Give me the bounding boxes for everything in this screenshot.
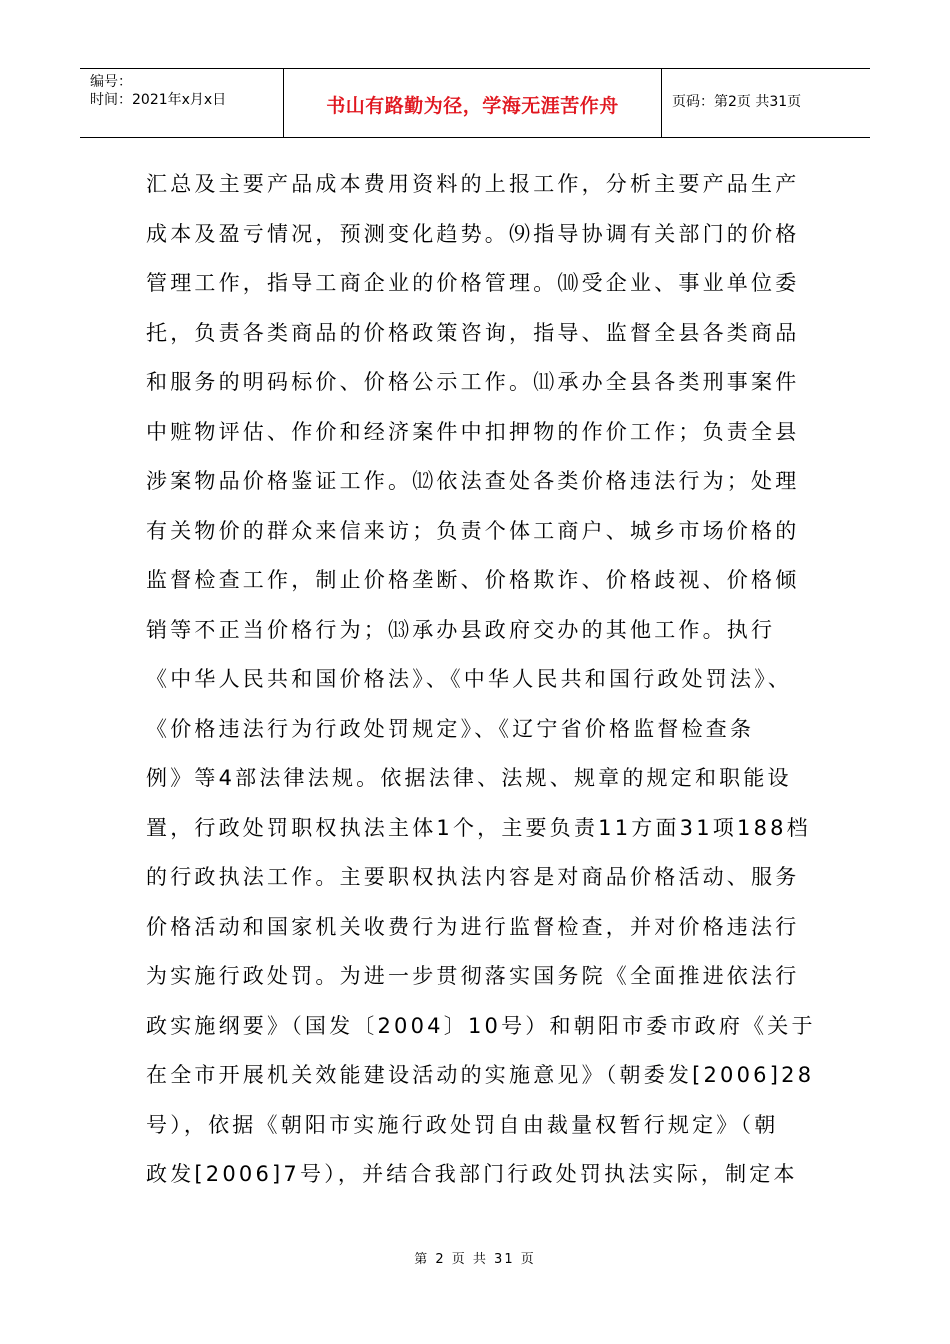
body-line: 价格活动和国家机关收费行为进行监督检查，并对价格违法行 — [146, 914, 800, 939]
body-line: 汇总及主要产品成本费用资料的上报工作，分析主要产品生产 — [146, 172, 800, 196]
page-header — [80, 68, 870, 138]
document-body — [146, 160, 816, 1200]
document-time-label: 时间：2021年x月x日 — [90, 92, 227, 108]
body-line: 在全市开展机关效能建设活动的实施意见》（朝委发[2006]28 — [146, 1063, 815, 1087]
body-line: 和服务的明码标价、价格公示工作。⑾承办全县各类刑事案件 — [146, 370, 800, 394]
body-line: 管理工作，指导工商企业的价格管理。⑽受企业、事业单位委 — [146, 271, 800, 295]
body-line: 政发[2006]7号），并结合我部门行政处罚执法实际，制定本 — [146, 1162, 798, 1186]
body-line: 成本及盈亏情况，预测变化趋势。⑼指导协调有关部门的价格 — [146, 221, 800, 246]
body-line: 为实施行政处罚。为进一步贯彻落实国务院《全面推进依法行 — [146, 964, 800, 988]
body-line: 号），依据《朝阳市实施行政处罚自由裁量权暂行规定》（朝 — [146, 1112, 779, 1137]
header-motto-cell — [284, 69, 662, 137]
document-number-label: 编号： — [90, 74, 132, 90]
body-line: 销等不正当价格行为；⒀承办县政府交办的其他工作。执行 — [146, 617, 776, 642]
body-line: 有关物价的群众来信来访；负责个体工商户、城乡市场价格的 — [146, 518, 800, 543]
header-page-info: 页码：第2页 共31页 — [672, 94, 802, 110]
body-line: 《中华人民共和国价格法》、《中华人民共和国行政处罚法》、 — [146, 667, 793, 691]
body-line: 《价格违法行为行政处罚规定》、《辽宁省价格监督检查条 — [146, 716, 755, 741]
body-line: 的行政执法工作。主要职权执法内容是对商品价格活动、服务 — [146, 865, 800, 889]
header-motto: 书山有路勤为径，学海无涯苦作舟 — [326, 95, 619, 117]
header-page-cell — [662, 69, 870, 137]
body-line: 中赃物评估、作价和经济案件中扣押物的作价工作；负责全县 — [146, 419, 800, 444]
body-line: 例》等4部法律法规。依据法律、法规、规章的规定和职能设 — [146, 766, 792, 790]
body-line: 置，行政处罚职权执法主体1个，主要负责11方面31项188档 — [146, 815, 811, 840]
body-line: 涉案物品价格鉴证工作。⑿依法查处各类价格违法行为；处理 — [146, 469, 800, 493]
page-footer: 第 2 页 共 31 页 — [414, 1252, 536, 1267]
header-meta-cell — [80, 69, 284, 137]
body-line: 监督检查工作，制止价格垄断、价格欺诈、价格歧视、价格倾 — [146, 568, 800, 592]
body-line: 政实施纲要》（国发〔2004〕10号）和朝阳市委市政府《关于 — [146, 1013, 816, 1038]
body-line: 托，负责各类商品的价格政策咨询，指导、监督全县各类商品 — [146, 320, 800, 345]
